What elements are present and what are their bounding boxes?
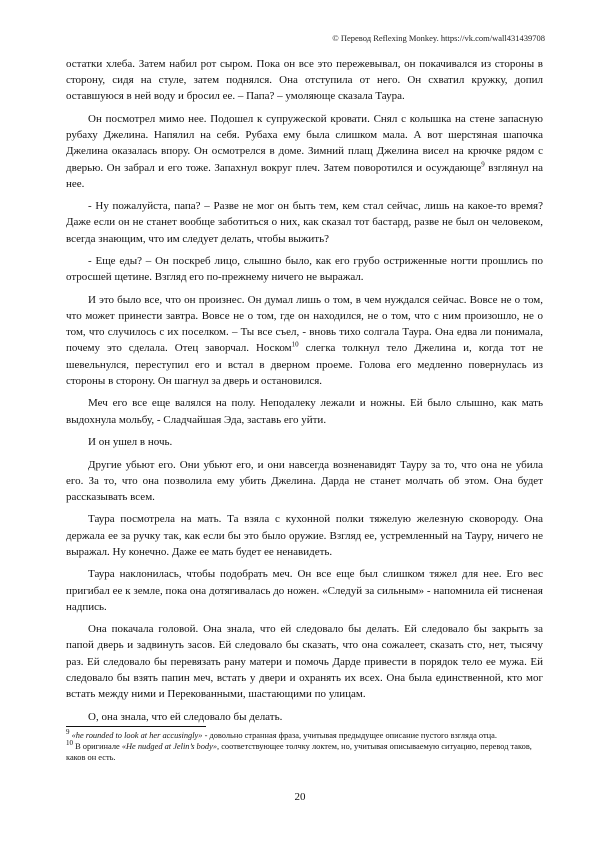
paragraph: - Еще еды? – Он поскреб лицо, слышно было, как его грубо остриженные ногти прошлись по отросшей щетине. Взгляд его по-прежнему ничего не выражал. [66, 255, 543, 284]
paragraph: Меч его все еще валялся на полу. Неподалеку лежали и ножны. Ей было слышно, как мать выдохнула мольбу, - Сладчайшая Эда, заставь его уйти. [66, 397, 543, 426]
paragraph: остатки хлеба. Затем набил рот сыром. Пока он все это пережевывал, он покачивался из стороны в сторону, сидя на стуле, затем поднялся. Она отступила от него. Он схватил кружку, допил оставшуюся в ней воду и бросил ее. – Папа? – умоляюще сказала Таура. [66, 58, 543, 103]
translator-credit-header: © Перевод Reflexing Monkey. https://vk.com/wall431439708 [332, 33, 545, 43]
paragraph: И он ушел в ночь. [88, 436, 173, 449]
footnote-ref-9[interactable]: 9 [481, 159, 485, 168]
footnote-9: $^9$ «he rounded to look at her accusingly» - довольно странная фраза, учитывая предыдущее описание пустого взгляда отца. [66, 728, 497, 740]
paragraph: Другие убьют его. Они убьют его, и они навсегда возненавидят Тауру за то, что она не убила его. За то, что она позволила ему убить Джелина. Дарда не станет молчать об этом. Она будет рассказывать всем. [66, 458, 543, 503]
page-number: 20 [294, 791, 306, 803]
paragraph: - Ну пожалуйста, папа? – Разве не мог он быть тем, кем стал сейчас, лишь на какое-то время? Даже если он не станет вообще заботиться о них, как сказал тот бастард, разве не был он человеком, всегда знающим, что им следует делать, чтобы выжить? [66, 200, 543, 245]
footnote-ref-10[interactable]: 10 [291, 340, 299, 349]
paragraph: И это было все, что он произнес. Он думал лишь о том, в чем нуждался сейчас. Вовсе не о том, что может принести завтра. Вовсе не о том, где он находился, не о том, что с ним произошло, не о том, что случилось с их поселком. – Ты все съел, - вновь тихо солгала Таура. Она едва ли понимала, почему это сделала. Отец заворчал. Носком$^{10}$ слегка толкнул тело Джелина и, когда тот не шевельнулся, переступил его и встал в дверном проеме. Голова его медленно повернулась из стороны в сторону. Он шагнул за дверь и остановился. [66, 293, 543, 387]
paragraph: Она покачала головой. Она знала, что ей следовало бы делать. Ей следовало бы закрыть за папой дверь и задвинуть засов. Ей следовало бы сказать, что она сожалеет, сказать сто, нет, тысячу раз. Ей следовало бы перевязать рану матери и помочь Дарде привести в порядок тело ее мужа. Ей следовало бы взять папин меч, встать у двери и охранять их всех. Она была единственной, кто мог встать между ними и Перекованными, шастающими по улицам. [66, 623, 543, 701]
footnote-10: $^{10}$ В оригинале «He nudged at Jelin’s body», соответствующее толчку локтем, но, учитывая описываемую ситуацию, перевод таков, каков он есть. [66, 739, 532, 762]
footnote-divider [66, 726, 206, 727]
page-body [66, 56, 543, 731]
paragraph: Таура наклонилась, чтобы подобрать меч. Он все еще был слишком тяжел для нее. Его вес пригибал ее к земле, пока она дотягивалась до ножен. «Следуй за сильным» - напомнила ей тисненая надпись. [66, 568, 543, 613]
paragraph: Он посмотрел мимо нее. Подошел к супружеской кровати. Снял с колышка на стене запасную рубаху Джелина. Напялил на себя. Рубаха ему была слишком мала. А вот шерстяная шапочка Джелина оказалась впору. Он осмотрелся в доме. Зимний плащ Джелина висел на крючке рядом с дверью. Он забрал и его тоже. Запахнул вокруг плеч. Затем поворотился и осуждающе$^9$ взглянул на нее. [66, 112, 543, 190]
footnotes [66, 730, 543, 763]
paragraph: Таура посмотрела на мать. Та взяла с кухонной полки тяжелую железную сковороду. Она держала ее за ручку так, как если бы это было оружие. Взгляд ее, устремленный на Тауру, ничего не выражал. Ну конечно. Даже ее мать будет ее ненавидеть. [66, 513, 543, 558]
paragraph: О, она знала, что ей следовало бы делать. [88, 710, 283, 723]
